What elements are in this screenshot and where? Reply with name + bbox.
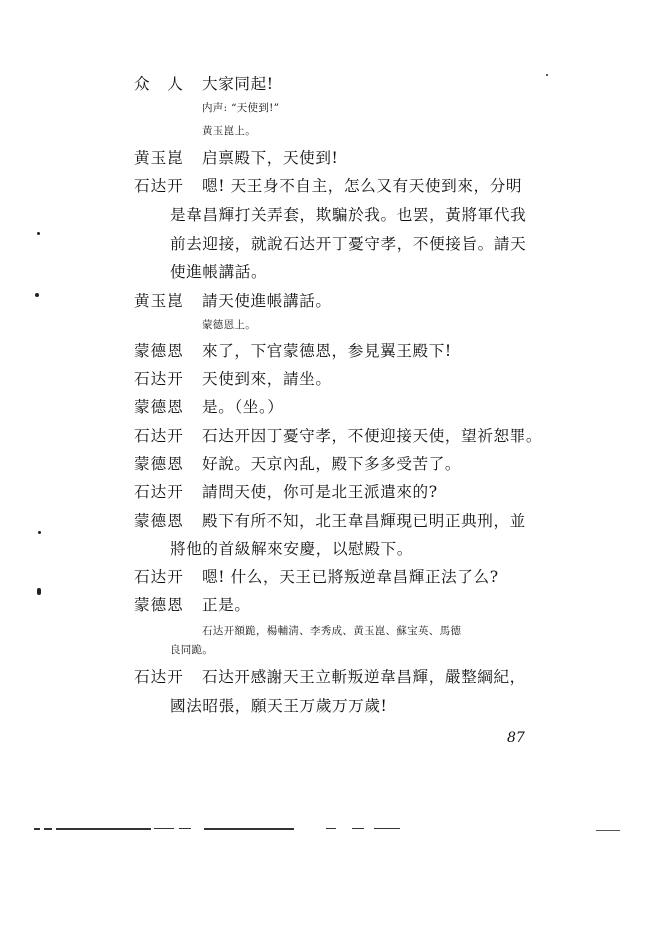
scan-speck xyxy=(37,232,40,235)
speaker-name: 石达开 xyxy=(134,568,184,586)
scan-speck xyxy=(38,531,41,534)
speaker-name: 蒙德恩 xyxy=(134,596,184,614)
speaker-name: 石达开 xyxy=(134,370,184,388)
dialogue-line: 請天使進帳講話。 xyxy=(202,292,332,310)
scan-speck xyxy=(35,293,39,297)
stage-direction: 蒙德恩上。 xyxy=(202,319,256,331)
speaker-name: 石达开 xyxy=(134,668,184,686)
dialogue-line: 將他的首級解來安慶，以慰殿下。 xyxy=(170,540,413,558)
dialogue-line: 是。（坐。） xyxy=(202,398,284,416)
speaker-name: 石达开 xyxy=(134,483,184,501)
speaker-name: 蒙德恩 xyxy=(134,342,184,360)
scan-speck xyxy=(37,588,41,595)
dialogue-line: 嗯! 什么，天王已將叛逆韋昌輝正法了么? xyxy=(202,568,499,586)
scan-speck xyxy=(546,74,548,76)
dialogue-line: 前去迎接，就說石达开丁憂守孝，不便接旨。請天 xyxy=(170,235,527,253)
dialogue-line: 是韋昌輝打关弄套，欺騙於我。也罢，黃將軍代我 xyxy=(170,206,527,224)
dialogue-line: 启禀殿下，天使到! xyxy=(202,149,339,167)
bottom-short-rule xyxy=(596,830,620,831)
dialogue-line: 天使到來，請坐。 xyxy=(202,370,332,388)
dialogue-line: 正是。 xyxy=(202,596,251,614)
speaker-name: 蒙德恩 xyxy=(134,398,184,416)
speaker-name: 石达开 xyxy=(134,177,184,195)
dialogue-line: 來了，下官蒙德恩，参見翼王殿下! xyxy=(202,342,452,360)
dialogue-line: 石达开感謝天王立斬叛逆韋昌輝，嚴整綱紀， xyxy=(202,668,526,686)
stage-direction: 黄玉崑上。 xyxy=(202,125,256,137)
stage-direction: 良同跪。 xyxy=(170,644,214,656)
speaker-name: 黄玉崑 xyxy=(134,292,184,310)
dialogue-line: 嗯! 天王身不自主，怎么又有天使到來，分明 xyxy=(202,177,523,195)
dialogue-line: 使進帳講話。 xyxy=(170,263,268,281)
speaker-name: 众 人 xyxy=(134,75,184,93)
page-number: 87 xyxy=(507,730,525,746)
dialogue-line: 國法昭張，願天王万歲万万歲! xyxy=(170,697,388,715)
speaker-name: 蒙德恩 xyxy=(134,512,184,530)
dialogue-line: 石达开因丁憂守孝，不便迎接天使，望祈恕罪。 xyxy=(202,427,543,445)
dialogue-line: 好說。天京內乱，殿下多多受苦了。 xyxy=(202,455,462,473)
speaker-name: 石达开 xyxy=(134,427,184,445)
dialogue-line: 殿下有所不知，北王韋昌輝現已明正典刑，並 xyxy=(202,512,526,530)
stage-direction: 石达开額跪，楊輔淸、李秀成、黄玉崑、蘇宝英、馬德 xyxy=(202,625,462,637)
speaker-name: 黄玉崑 xyxy=(134,149,184,167)
stage-direction: 内声: “天使到!” xyxy=(202,102,280,114)
dialogue-line: 大家同起! xyxy=(202,75,274,93)
dialogue-line: 請問天使，你可是北王派遣來的? xyxy=(202,483,438,501)
speaker-name: 蒙德恩 xyxy=(134,455,184,473)
